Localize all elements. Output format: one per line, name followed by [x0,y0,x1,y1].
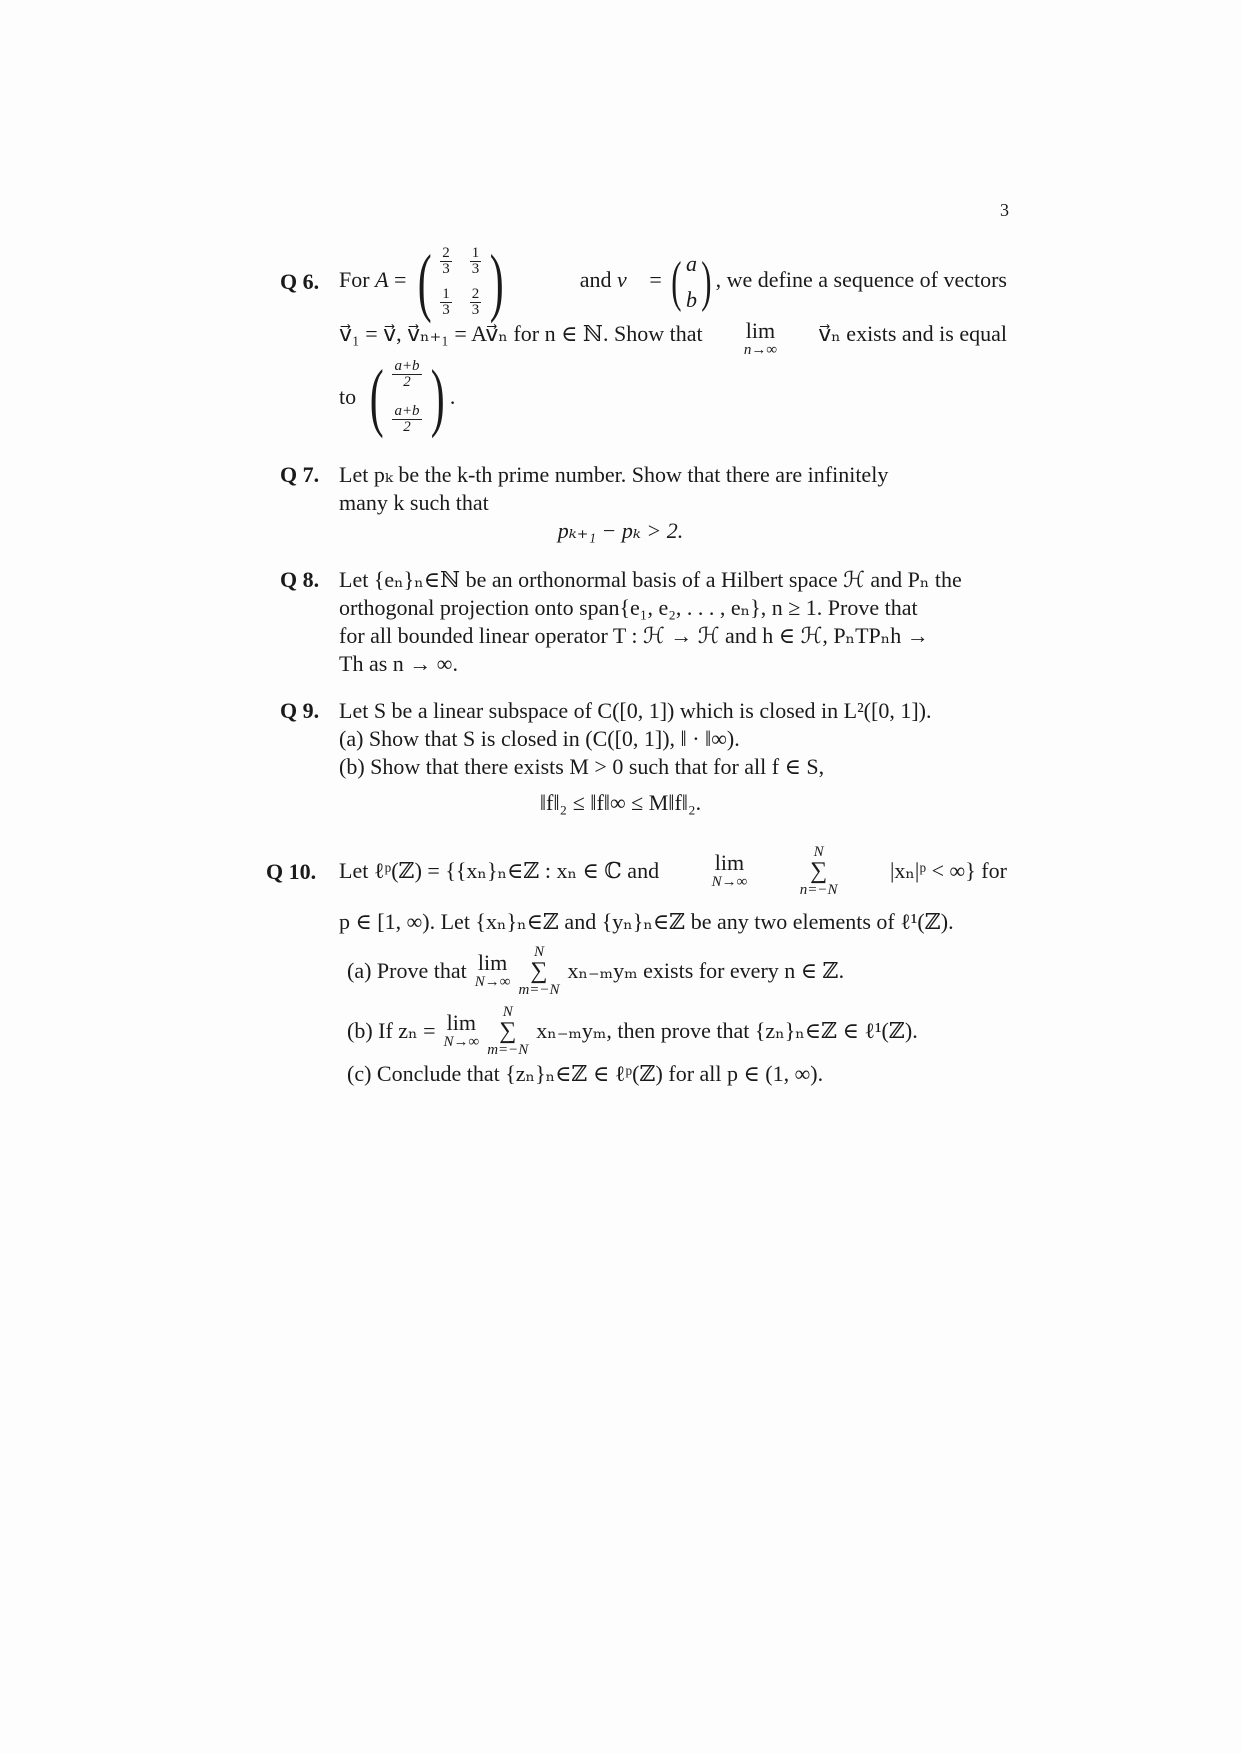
q8-line-1: Let {eₙ}ₙ∈ℕ be an orthonormal basis of a Hilbert space ℋ and Pₙ the [339,567,962,592]
q6-line-2: v⃗₁ = v⃗, v⃗ₙ₊₁ = Av⃗ₙ for n ∈ ℕ. Show that lim n→∞ v⃗ₙ exists and is equal [339,318,1007,358]
q8-line-2: orthogonal projection onto span{e₁, e₂, . . . , eₙ}, n ≥ 1. Prove that [339,595,918,620]
question-9-label: Q 9. [280,698,320,723]
q10-line-1: Let ℓᵖ(ℤ) = {{xₙ}ₙ∈ℤ : xₙ ∈ ℂ and lim N→∞ N ∑ n=−N |xₙ|ᵖ < ∞} for [339,844,1007,898]
limit-operator: lim N→∞ [711,850,748,890]
limit-vector: $\frac{a+b}{2}$ $\frac{a+b}{2}$ [394,358,420,435]
q7-line-2: many k such that [339,490,489,515]
q7-line-1: Let pₖ be the k-th prime number. Show that there are infinitely [339,462,889,487]
q6-line-1: For A = ( $\frac{2}{3}$ $\frac{1}{3}$ $\frac{1}{3}$ $\frac{2}{3}$ ) and v⃗ = ( a b ) , we define a sequence of vectors [339,240,1007,324]
limit-operator: lim n→∞ [743,318,778,358]
q10-line-2: p ∈ [1, ∞). Let {xₙ}ₙ∈ℤ and {yₙ}ₙ∈ℤ be any two elements of ℓ¹(ℤ). [339,909,954,934]
q7-display-inequality: pₖ₊₁ − pₖ > 2. [557,518,684,543]
vector-v: a b [685,251,697,312]
matrix-A: $\frac{2}{3}$ $\frac{1}{3}$ $\frac{1}{3}$ $\frac{2}{3}$ [442,245,480,318]
q8-line-4: Th as n → ∞. [339,651,458,676]
q9-display-inequality: ‖f‖₂ ≤ ‖f‖∞ ≤ M‖f‖₂. [539,790,702,815]
sum-operator: N ∑ n=−N [799,844,838,898]
question-10-label: Q 10. [266,859,317,884]
question-7-label: Q 7. [280,462,320,487]
q9-part-b: (b) Show that there exists M > 0 such that for all f ∈ S, [339,754,825,779]
q9-part-a: (a) Show that S is closed in (C([0, 1]), ‖ · ‖∞). [339,726,740,751]
question-8-label: Q 8. [280,567,320,592]
page-number: 3 [1000,200,1009,220]
q6-line-3: to ( $\frac{a+b}{2}$ $\frac{a+b}{2}$ ) . [339,355,456,439]
q10-part-a: (a) Prove that lim N→∞ N ∑ m=−N xₙ₋ₘyₘ exists for every n ∈ ℤ. [347,944,845,998]
q10-part-c: (c) Conclude that {zₙ}ₙ∈ℤ ∈ ℓᵖ(ℤ) for all p ∈ (1, ∞). [347,1061,824,1086]
q10-part-b: (b) If zₙ = lim N→∞ N ∑ m=−N xₙ₋ₘyₘ, then prove that {zₙ}ₙ∈ℤ ∈ ℓ¹(ℤ). [347,1004,918,1058]
q9-line-1: Let S be a linear subspace of C([0, 1]) which is closed in L²([0, 1]). [339,698,932,723]
q8-line-3: for all bounded linear operator T : ℋ → ℋ and h ∈ ℋ, PₙTPₙh → [339,623,929,648]
question-6-label: Q 6. [280,269,320,294]
